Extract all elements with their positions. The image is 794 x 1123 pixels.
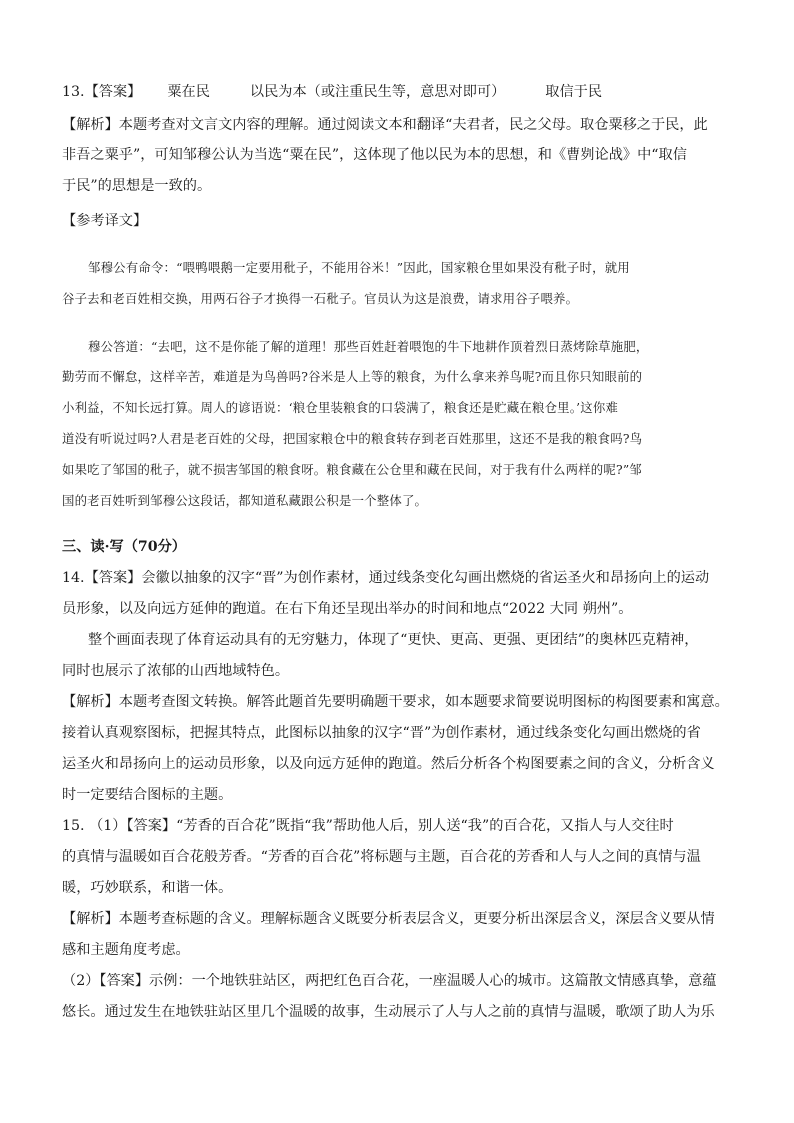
ref-p1-line-1: 邹穆公有命令：“喂鸭喂鹅一定要用秕子，不能用谷米！”因此，国家粮仓里如果没有秕子时，就用 (88, 260, 630, 275)
q13-answer-prefix: 13.【答案】 (62, 84, 142, 100)
q13-answer-line (62, 82, 742, 102)
ref-p2-line-3: 小利益，不知长远打算。周人的谚语说：‘粮仓里装粮食的口袋满了，粮食还是贮藏在粮仓里。’这你难 (62, 400, 619, 415)
ref-p2-line-5: 如果吃了邹国的秕子，就不损害邹国的粮食呀。粮食藏在公仓里和藏在民间，对于我有什么两样的呢?”邹 (62, 462, 642, 477)
q15-answer-line-3: 暖，巧妙联系，和谐一体。 (62, 880, 233, 896)
q14-analysis-line-3: 运圣火和昂扬向上的运动员形象，以及向远方延伸的跑道。然后分析各个构图要素之间的含义，分析含义 (62, 756, 715, 772)
q14-answer-line-1: 14.【答案】会徽以抽象的汉字“晋”为创作素材，通过线条变化勾画出燃烧的省运圣火和昂扬向上的运动 (62, 570, 710, 586)
reference-translation-title: 【参考译文】 (62, 213, 148, 229)
q14-answer-line-3: 整个画面表现了体育运动具有的无穷魅力，体现了“更快、更高、更强、更团结”的奥林匹克精神， (88, 632, 699, 648)
q15-part2-line-2: 悠长。通过发生在地铁驻站区里几个温暖的故事，生动展示了人与人之前的真情与温暖，歌颂了助人为乐 (62, 1004, 715, 1020)
ref-p2-line-1: 穆公答道：“去吧，这不是你能了解的道理！那些百姓赶着喂饱的牛下地耕作顶着烈日蒸烤除草施肥， (88, 339, 649, 354)
ref-p2-line-2: 勤劳而不懈怠，这样辛苦，难道是为鸟兽吗?谷米是人上等的粮食，为什么拿来养鸟呢?而且你只知眼前的 (62, 369, 643, 384)
q13-analysis-line-3: 于民”的思想是一致的。 (62, 178, 212, 194)
q15-analysis-line-1: 【解析】本题考查标题的含义。理解标题含义既要分析表层含义，更要分析出深层含义，深层含义要从情 (62, 911, 715, 927)
ref-p2-line-4: 道没有听说过吗?人君是老百姓的父母，把国家粮仓中的粮食转存到老百姓那里，这还不是我的粮食吗?鸟 (62, 431, 643, 446)
q13-analysis-line-1: 【解析】本题考查对文言文内容的理解。通过阅读文本和翻译“夫君者，民之父母。取仓粟移之于民，此 (62, 117, 708, 133)
q13-analysis-line-2: 非吾之粟乎”，可知邹穆公认为当选“粟在民”，这体现了他以民为本的思想，和《曹刿论战》中“取信 (62, 147, 687, 163)
section-3-heading: 三、读·写（70分） (62, 539, 186, 555)
q14-analysis-line-4: 时一定要结合图标的主题。 (62, 787, 233, 803)
q13-answer-2: 以民为本（或注重民生等，意思对即可） (249, 84, 506, 100)
q14-answer-line-2: 员形象，以及向远方延伸的跑道。在右下角还呈现出举办的时间和地点“2022 大同 朔州”。 (62, 601, 633, 617)
q15-analysis-line-2: 感和主题角度考虑。 (62, 942, 190, 958)
q14-analysis-line-2: 接着认真观察图标，把握其特点，此图标以抽象的汉字“晋”为创作素材，通过线条变化勾画出燃烧的省 (62, 725, 701, 741)
q13-answer-1: 粟在民 (167, 84, 210, 100)
ref-p1-line-2: 谷子去和老百姓相交换，用两石谷子才换得一石秕子。官员认为这是浪费，请求用谷子喂养。 (62, 291, 579, 306)
q13-answer-3: 取信于民 (545, 84, 603, 100)
q15-answer-line-2: 的真情与温暖如百合花般芳香。“芳香的百合花”将标题与主题，百合花的芳香和人与人之间的真情与温 (62, 849, 701, 865)
q14-analysis-line-1: 【解析】本题考查图文转换。解答此题首先要明确题干要求，如本题要求简要说明图标的构图要素和寓意。 (62, 694, 729, 710)
q15-answer-line-1: 15. （1）【答案】“芳香的百合花”既指“我”帮助他人后，别人送“我”的百合花，又指人与人交往时 (62, 818, 674, 834)
q14-answer-line-4: 同时也展示了浓郁的山西地域特色。 (62, 663, 290, 679)
q15-part2-line-1: （2）【答案】示例：一个地铁驻站区，两把红色百合花，一座温暖人心的城市。这篇散文情感真挚，意蕴 (62, 973, 717, 989)
ref-p2-line-6: 国的老百姓听到邹穆公这段话，都知道私藏跟公积是一个整体了。 (62, 493, 428, 508)
